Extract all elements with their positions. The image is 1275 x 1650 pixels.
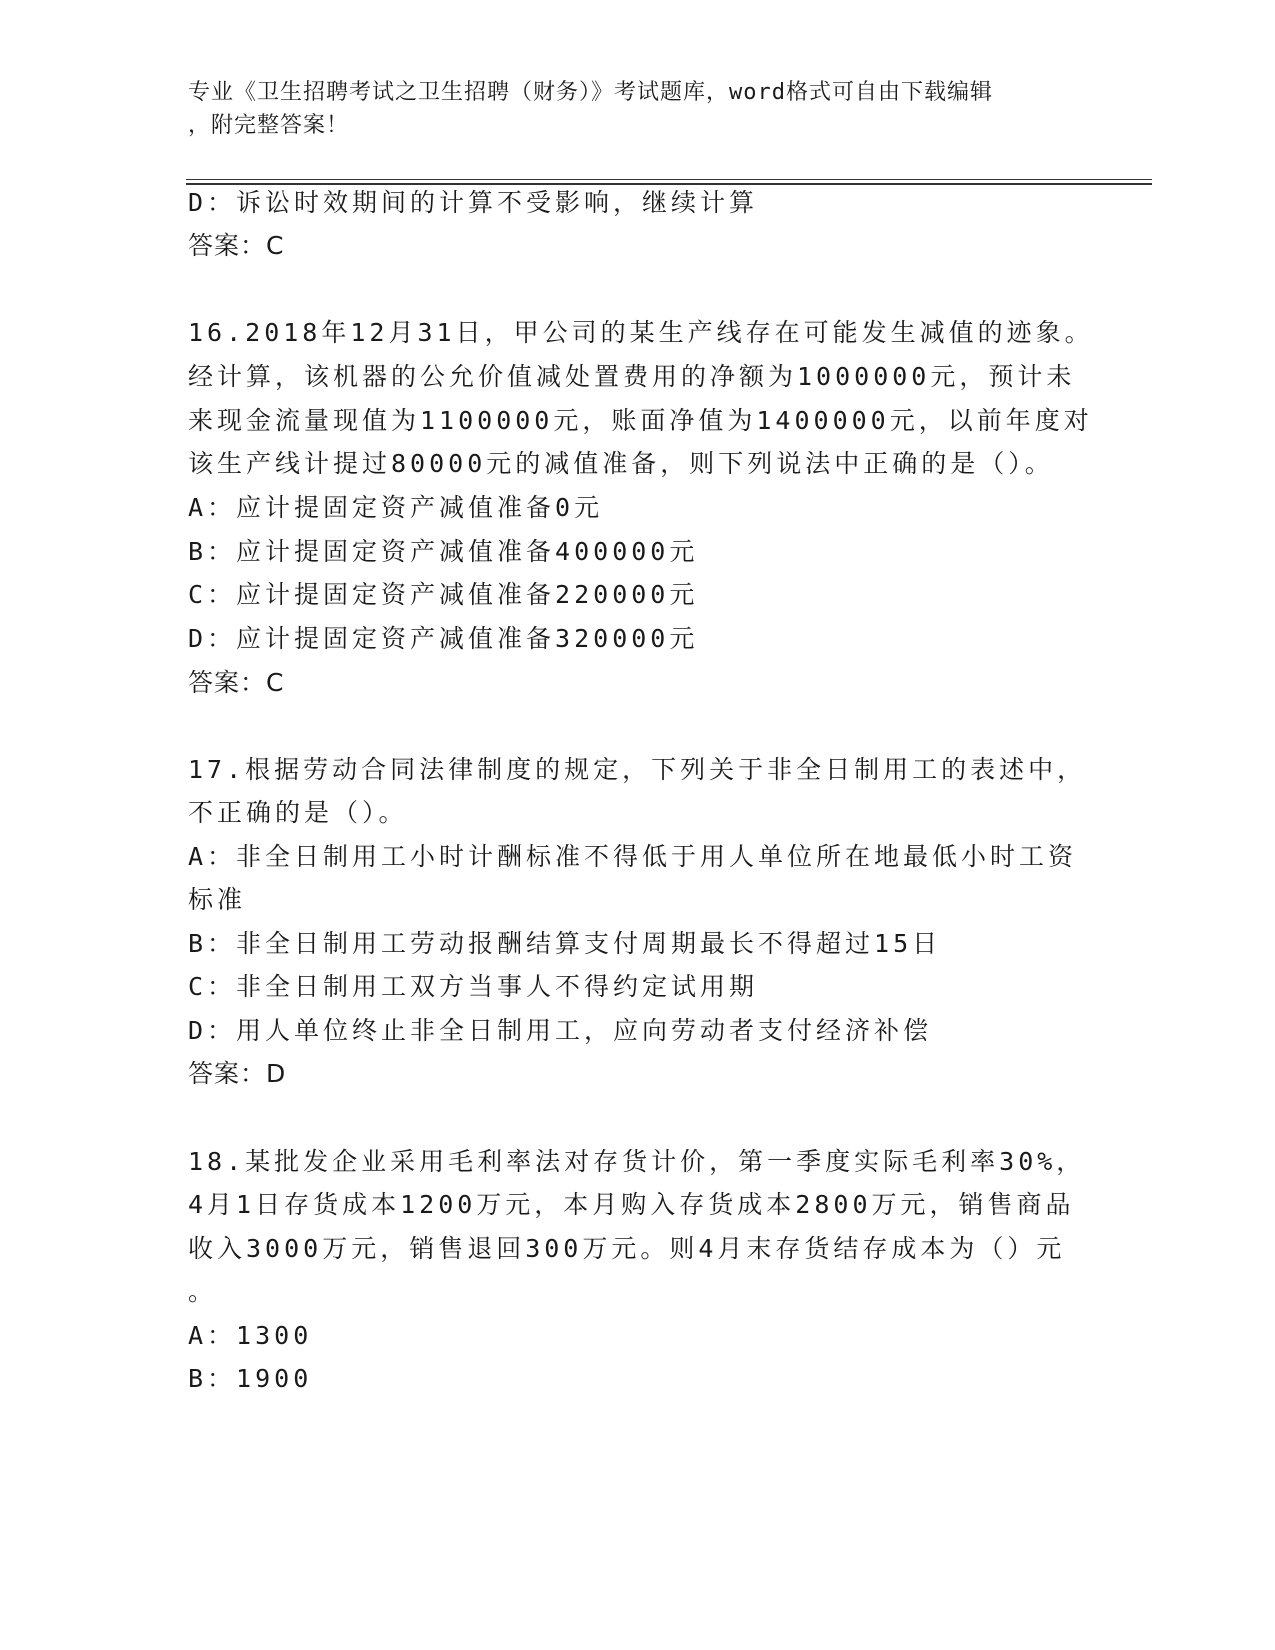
- q16-stem-line-2: 经计算，该机器的公允价值减处置费用的净额为1000000元，预计未: [188, 362, 1076, 391]
- q18-stem-line-2: 4月1日存货成本1200万元，本月购入存货成本2800万元，销售商品: [188, 1190, 1075, 1219]
- q18-option-a: A：1300: [188, 1321, 313, 1350]
- q18-stem-line-4: 。: [188, 1277, 218, 1306]
- prev-option-d: D：诉讼时效期间的计算不受影响，继续计算: [188, 188, 759, 217]
- q18-stem-line-1: 18.某批发企业采用毛利率法对存货计价，第一季度实际毛利率30%，: [188, 1147, 1086, 1176]
- prev-answer: 答案：C: [188, 231, 285, 260]
- header-divider-thin: [186, 179, 1152, 180]
- q18-option-b: B：1900: [188, 1364, 313, 1393]
- header-line-2: ，附完整答案！: [188, 113, 350, 138]
- q16-stem-line-3: 来现金流量现值为1100000元，账面净值为1400000元，以前年度对: [188, 406, 1093, 435]
- page-header: [188, 76, 1088, 142]
- q17-option-c: C：非全日制用工双方当事人不得约定试用期: [188, 972, 759, 1001]
- q18-stem-line-3: 收入3000万元，销售退回300万元。则4月末存货结存成本为（）元: [188, 1234, 1066, 1263]
- q17-option-d: D：用人单位终止非全日制用工，应向劳动者支付经济补偿: [188, 1016, 933, 1045]
- q16-option-c: C：应计提固定资产减值准备220000元: [188, 580, 699, 609]
- q17-answer: 答案：D: [188, 1059, 287, 1088]
- q17-option-a: A：非全日制用工小时计酬标准不得低于用人单位所在地最低小时工资: [188, 842, 1078, 871]
- header-divider-thick: [186, 183, 1152, 185]
- q17-stem-line-2: 不正确的是（）。: [188, 798, 408, 827]
- q16-answer: 答案：C: [188, 668, 285, 697]
- q17-option-b: B：非全日制用工劳动报酬结算支付周期最长不得超过15日: [188, 929, 942, 958]
- q16-option-a: A：应计提固定资产减值准备0元: [188, 493, 604, 522]
- q16-option-b: B：应计提固定资产减值准备400000元: [188, 537, 699, 566]
- q16-stem-line-1: 16.2018年12月31日，甲公司的某生产线存在可能发生减值的迹象。: [188, 318, 1094, 347]
- header-line-1: 专业《卫生招聘考试之卫生招聘（财务）》考试题库，word格式可自由下载编辑: [188, 80, 993, 105]
- q17-option-a-cont: 标准: [188, 885, 247, 914]
- q16-option-d: D：应计提固定资产减值准备320000元: [188, 624, 699, 653]
- q16-stem-line-4: 该生产线计提过80000元的减值准备，则下列说法中正确的是（）。: [188, 449, 1054, 478]
- q17-stem-line-1: 17.根据劳动合同法律制度的规定，下列关于非全日制用工的表述中，: [188, 755, 1087, 784]
